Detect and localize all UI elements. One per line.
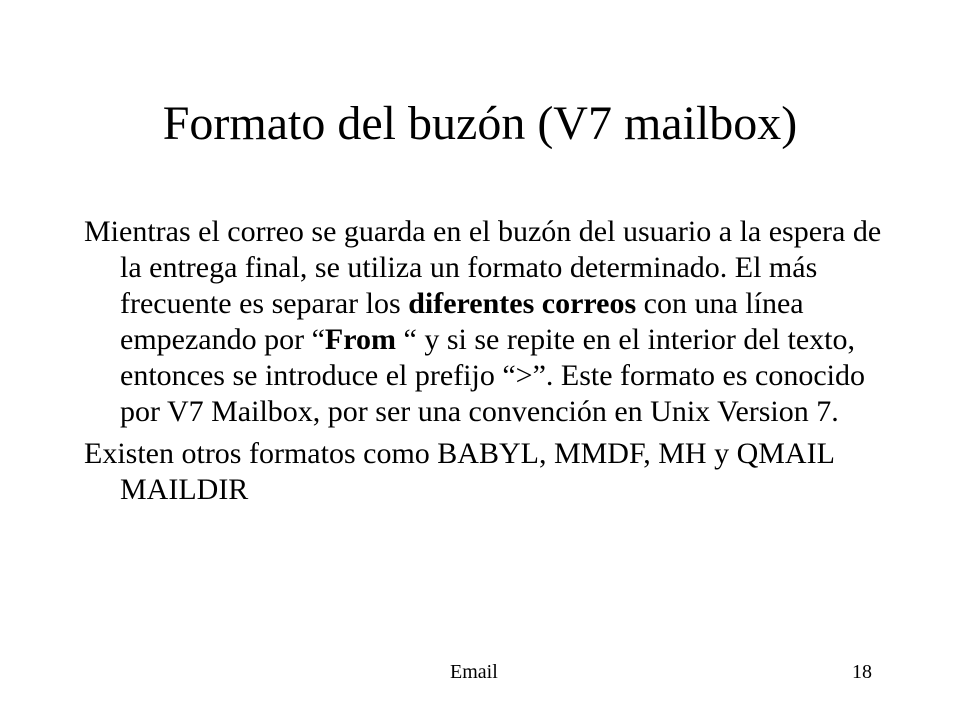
bold-text-from: From: [324, 323, 396, 356]
paragraph-text: con una línea empezando por “: [120, 287, 804, 356]
paragraph-other-formats: Existen otros formatos como BABYL, MMDF, MH y QMAIL MAILDIR: [84, 437, 834, 506]
bold-text-diferentes-correos: diferentes correos: [408, 287, 637, 320]
slide-body: [84, 214, 884, 514]
paragraph-text: Mientras el correo se guarda en el buzón del usuario a la espera de la entrega final, se utiliza un formato determinado. El más frecuente es separar los: [84, 215, 882, 320]
slide-title: Formato del buzón (V7 mailbox): [162, 97, 798, 150]
paragraph-text: “ y si se repite en el interior del texto, entonces se introduce el prefijo “>”. Este formato es conocido por V7 Mailbox, por ser una convención en Unix Version 7.: [120, 323, 865, 428]
paragraph-mailbox-format: [84, 214, 884, 430]
page-number: 18: [852, 661, 872, 683]
footer-label: Email: [450, 661, 498, 683]
